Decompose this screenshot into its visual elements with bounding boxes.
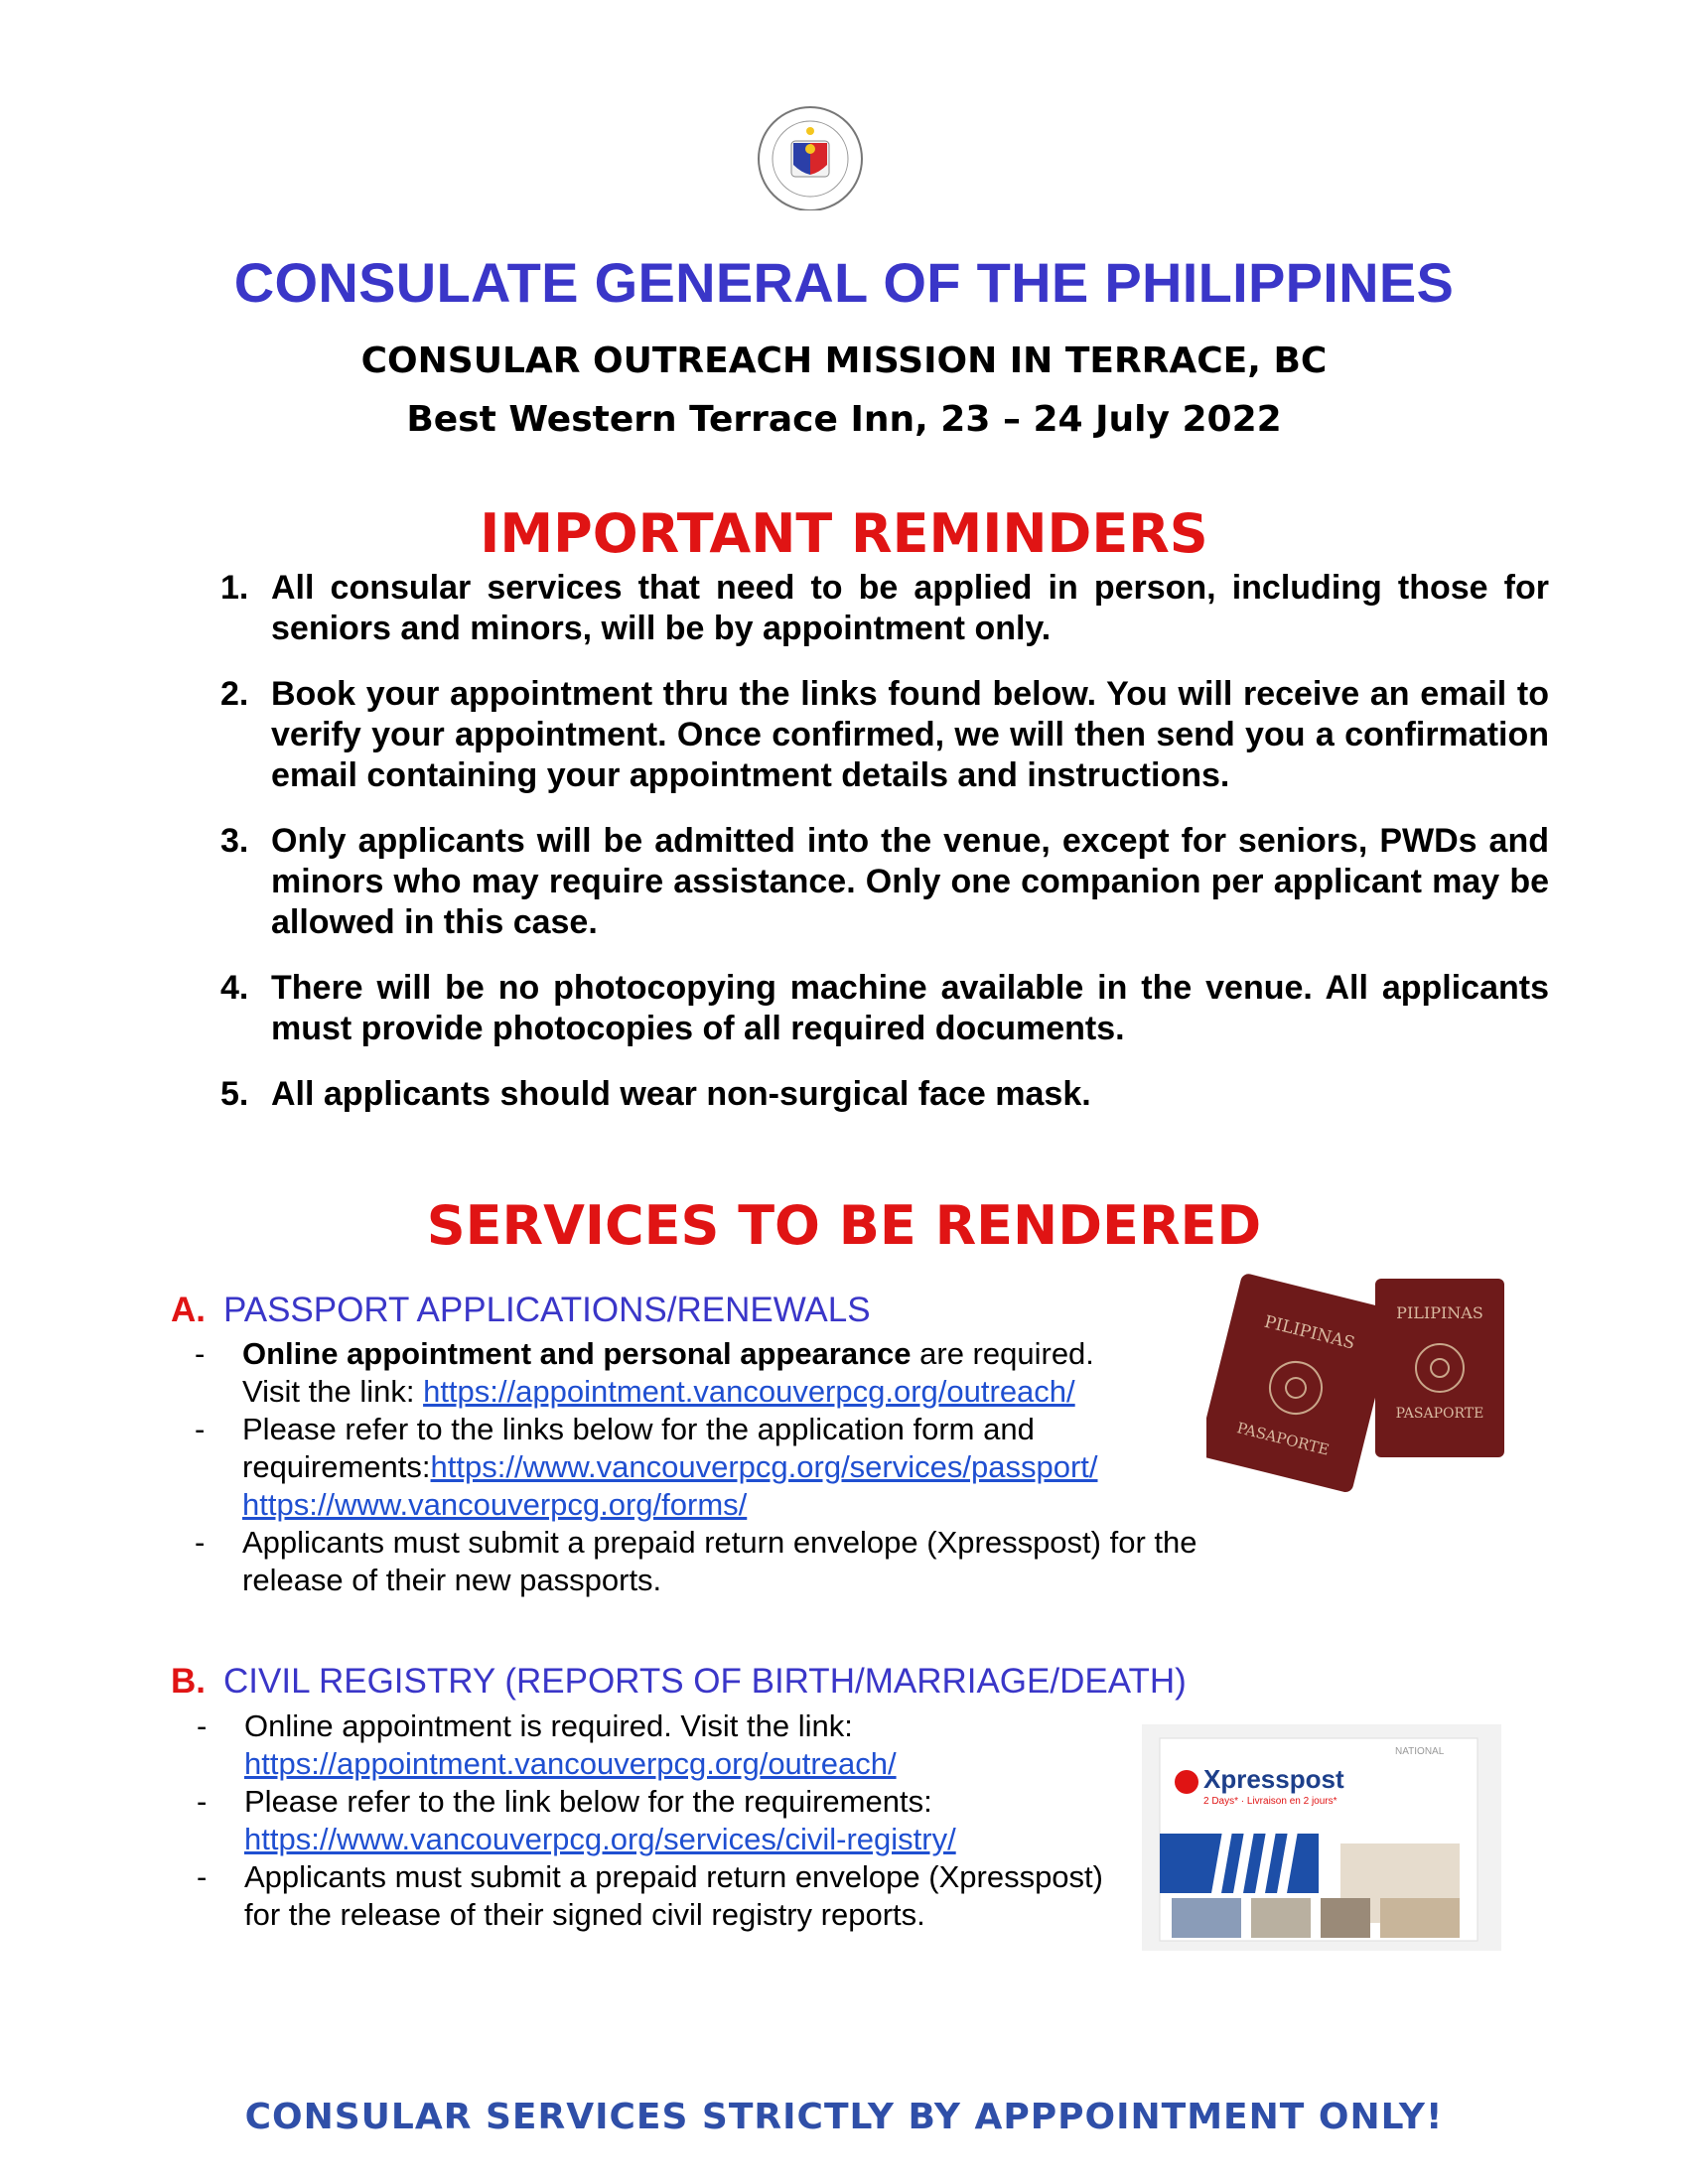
reminder-text: All consular services that need to be applied in person, including those for seniors and minors, will be by appointment only. — [271, 569, 1549, 647]
civil-registry-link[interactable]: https://www.vancouverpcg.org/services/civil-registry/ — [244, 1822, 956, 1856]
xpresspost-national: NATIONAL — [1395, 1746, 1445, 1757]
venue-date: Best Western Terrace Inn, 23 – 24 July 2022 — [406, 399, 1282, 440]
outreach-appointment-link[interactable]: https://appointment.vancouverpcg.org/outreach/ — [244, 1746, 897, 1781]
passport-services-link[interactable]: https://www.vancouverpcg.org/services/passport/ — [430, 1449, 1098, 1484]
reminder-number: 3. — [220, 822, 249, 860]
footer-notice: CONSULAR SERVICES STRICTLY BY APPPOINTMENT ONLY! — [244, 2097, 1444, 2137]
list-item: - Online appointment is required. Visit the link: https://appointment.vancouverpcg.org/outreach/ — [197, 1708, 897, 1781]
reminder-number: 5. — [220, 1075, 249, 1113]
list-item: - Applicants must submit a prepaid return envelope (Xpresspost) for the release of their signed civil registry reports. — [197, 1859, 1103, 1932]
reminder-text: All applicants should wear non-surgical face mask. — [271, 1075, 1091, 1113]
reminder-item — [216, 821, 1549, 943]
reminder-item — [216, 968, 1549, 1049]
xpresspost-envelope-image — [1142, 1724, 1501, 1951]
passport-label: PILIPINAS — [1396, 1303, 1483, 1322]
section-letter: B. — [171, 1662, 206, 1701]
section-title-text: PASSPORT APPLICATIONS/RENEWALS — [223, 1291, 871, 1329]
passport-label: PILIPINAS — [1262, 1311, 1357, 1354]
section-letter: A. — [171, 1291, 206, 1329]
passports-image — [1206, 1259, 1514, 1493]
civil-registry-bullets — [197, 1707, 1118, 1934]
xpresspost-brand: Xpresspost — [1203, 1764, 1344, 1794]
passport-label: PASAPORTE — [1395, 1406, 1484, 1422]
bold-text: Online appointment and personal appearance — [242, 1336, 912, 1371]
consulate-seal-icon — [756, 101, 865, 230]
reminder-number: 1. — [220, 569, 249, 607]
outreach-appointment-link[interactable]: https://appointment.vancouverpcg.org/outreach/ — [423, 1374, 1075, 1409]
reminder-item — [216, 674, 1549, 796]
passport-label: PASAPORTE — [1234, 1419, 1332, 1459]
list-item: - Online appointment and personal appearance are required. Visit the link: https://appointment.vancouverpcg.org/outreach/ — [195, 1336, 1094, 1409]
list-item: - Please refer to the links below for the application form and requirements:https://www.vancouverpcg.org/services/passport/ https://www.vancouverpcg.org/forms/ — [195, 1412, 1098, 1522]
services-heading: SERVICES TO BE RENDERED — [426, 1194, 1262, 1257]
reminder-item — [216, 568, 1549, 649]
mission-subtitle: CONSULAR OUTREACH MISSION IN TERRACE, BC — [360, 341, 1328, 381]
reminders-heading: IMPORTANT REMINDERS — [480, 502, 1208, 565]
forms-link[interactable]: https://www.vancouverpcg.org/forms/ — [242, 1487, 748, 1522]
reminder-item — [216, 1074, 1549, 1115]
list-item: - Applicants must submit a prepaid return envelope (Xpresspost) for the release of their new passports. — [195, 1525, 1197, 1597]
page-title: CONSULATE GENERAL OF THE PHILIPPINES — [233, 251, 1455, 314]
list-item: - Please refer to the link below for the requirements: https://www.vancouverpcg.org/services/civil-registry/ — [197, 1784, 956, 1856]
passport-bullets — [195, 1335, 1295, 1599]
passport-section-title — [171, 1291, 871, 1330]
reminder-text: There will be no photocopying machine available in the venue. All applicants must provide photocopies of all required documents. — [271, 969, 1549, 1047]
reminder-text: Book your appointment thru the links found below. You will receive an email to verify your appointment. Once confirmed, we will then send you a confirmation email containing your appointment details and instructions. — [271, 675, 1549, 794]
civil-registry-section-title — [171, 1662, 1187, 1702]
reminder-number: 4. — [220, 969, 249, 1007]
reminders-list — [216, 568, 1549, 1140]
reminder-number: 2. — [220, 675, 249, 713]
reminder-text: Only applicants will be admitted into the venue, except for seniors, PWDs and minors who may require assistance. Only one companion per applicant may be allowed in this case. — [271, 822, 1549, 941]
xpresspost-tagline: 2 Days* · Livraison en 2 jours* — [1203, 1796, 1337, 1807]
section-title-text: CIVIL REGISTRY (REPORTS OF BIRTH/MARRIAGE/DEATH) — [223, 1662, 1187, 1701]
